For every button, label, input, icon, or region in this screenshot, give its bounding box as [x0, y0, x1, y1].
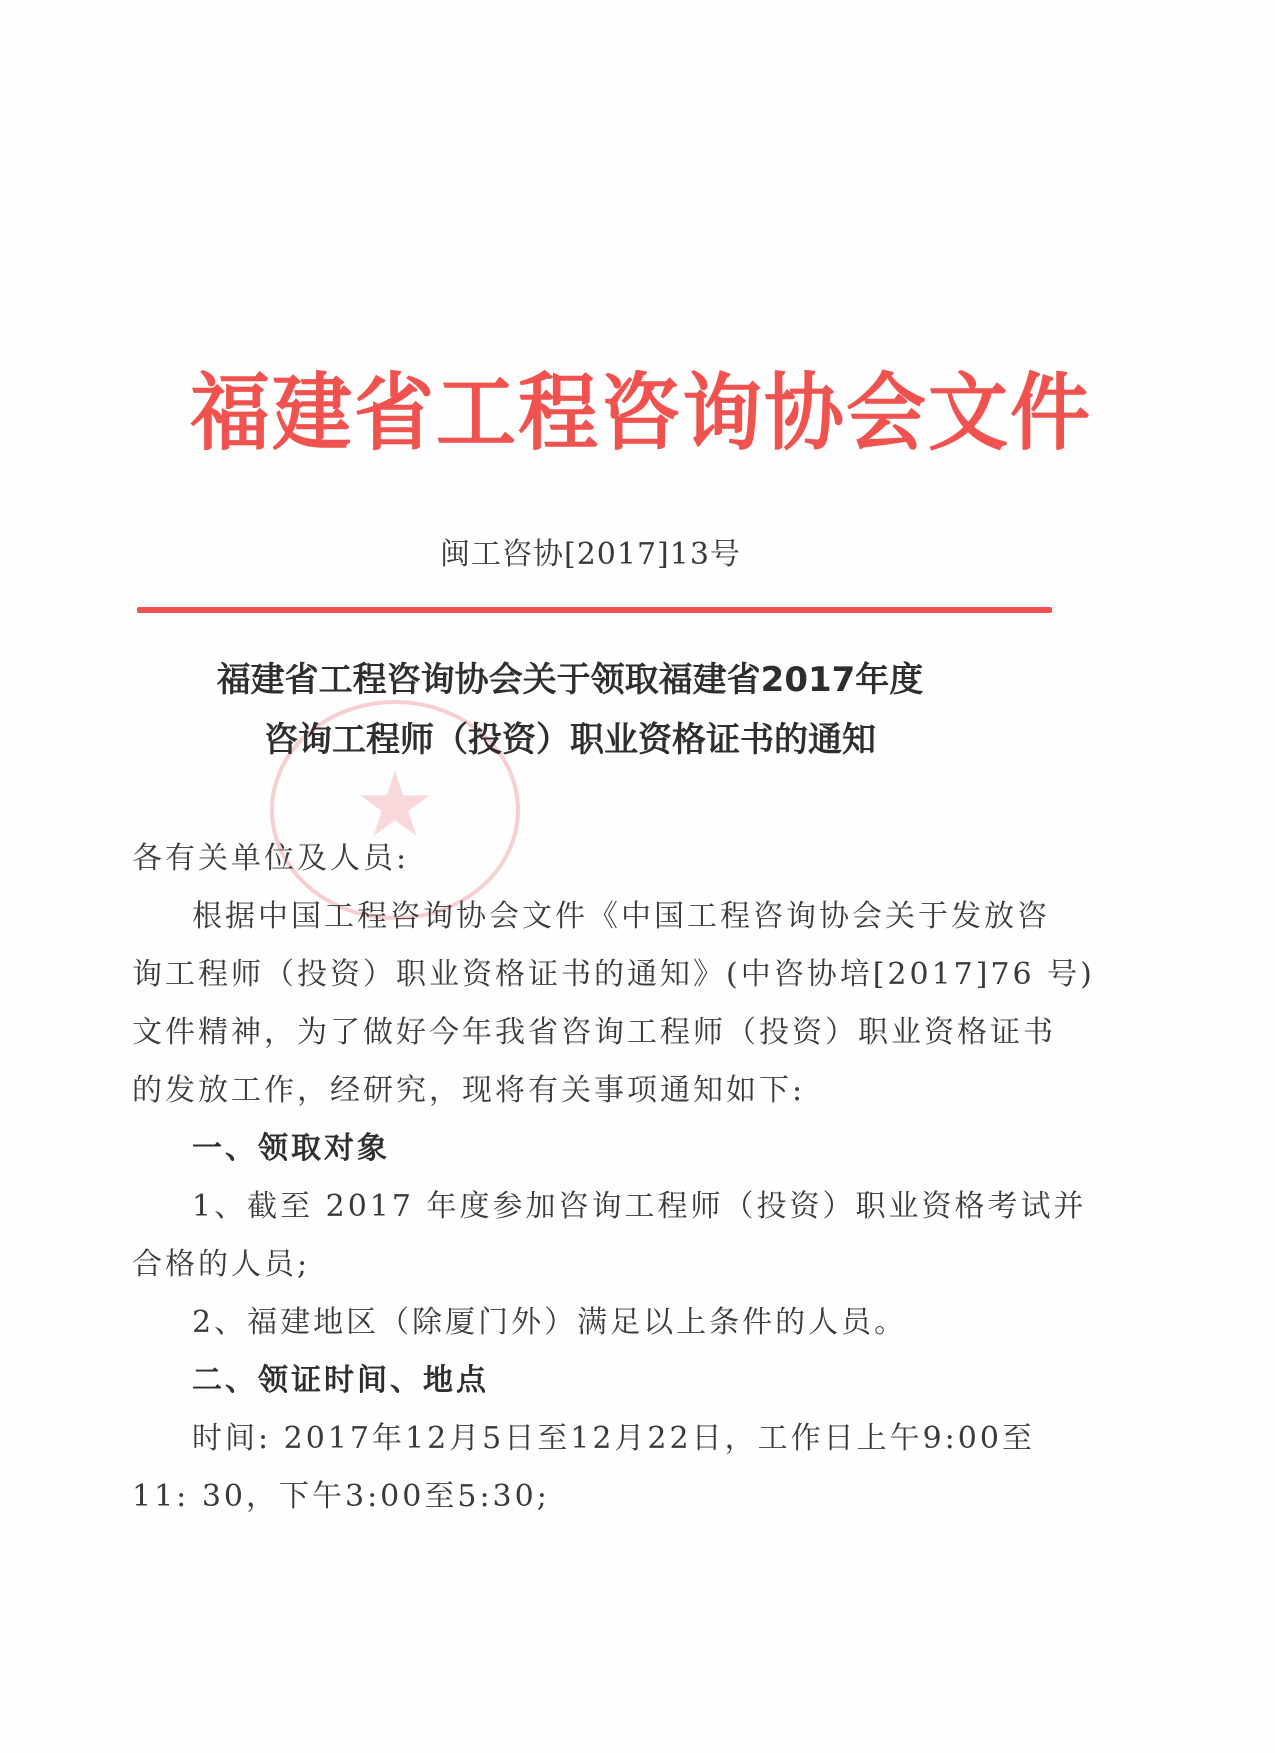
recipient-item-1-line-2: 合格的人员; [132, 1247, 311, 1282]
salutation: 各有关单位及人员: [132, 841, 410, 876]
notice-body [132, 830, 1095, 1526]
intro-line-1: 根据中国工程咨询协会文件《中国工程咨询协会关于发放咨 [192, 899, 1050, 934]
time-line-2: 11: 30，下午3:00至5:30; [132, 1479, 550, 1514]
document-number: 闽工咨协[2017]13号 [440, 537, 741, 572]
red-divider-rule [137, 607, 1052, 613]
notice-title-line-2: 咨询工程师（投资）职业资格证书的通知 [264, 720, 876, 760]
section-heading-time-place: 二、领证时间、地点 [192, 1363, 489, 1398]
recipient-item-2: 2、福建地区（除厦门外）满足以上条件的人员。 [192, 1305, 908, 1340]
intro-line-3: 文件精神，为了做好今年我省咨询工程师（投资）职业资格证书 [132, 1015, 1056, 1050]
recipient-item-1-line-1: 1、截至 2017 年度参加咨询工程师（投资）职业资格考试并 [192, 1189, 1087, 1224]
time-line-1: 时间: 2017年12月5日至12月22日，工作日上午9:00至 [192, 1421, 1035, 1456]
notice-title-line-1: 福建省工程咨询协会关于领取福建省2017年度 [216, 660, 924, 700]
section-heading-recipients: 一、领取对象 [192, 1131, 390, 1166]
notice-title [70, 650, 1070, 770]
masthead-title: 福建省工程咨询协会文件 [190, 363, 1092, 462]
star-icon: ★ [354, 752, 436, 858]
intro-line-2: 询工程师（投资）职业资格证书的通知》(中咨协培[2017]76 号) [132, 957, 1095, 992]
intro-line-4: 的发放工作，经研究，现将有关事项通知如下: [132, 1073, 806, 1108]
